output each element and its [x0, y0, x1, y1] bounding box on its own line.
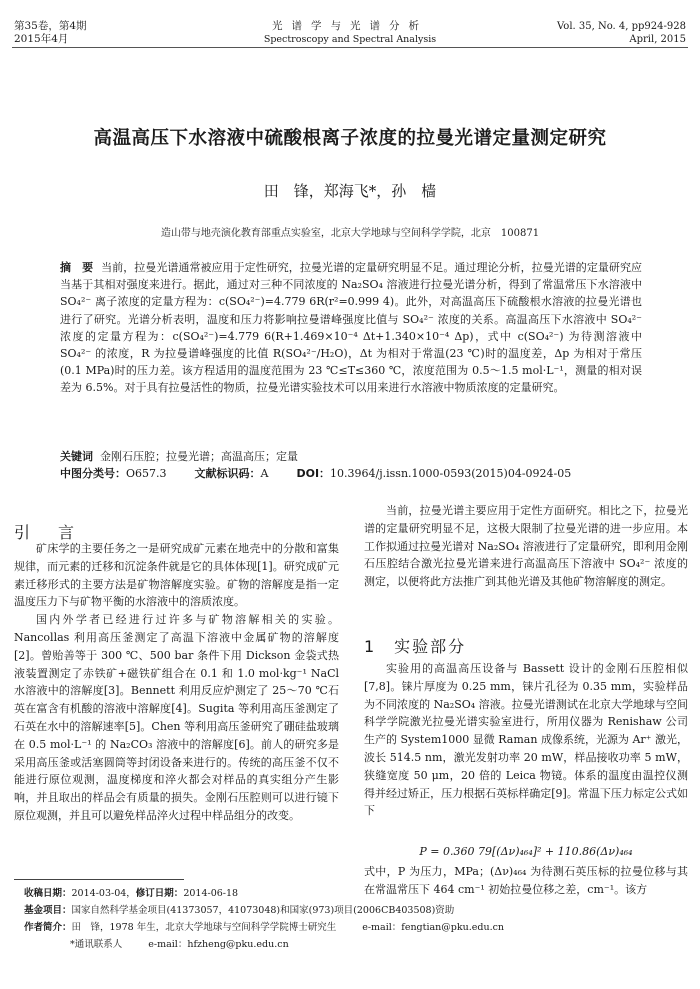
corresponding-email[interactable]: e-mail：hfzheng@pku.edu.cn — [148, 939, 289, 950]
received-date: 2014-03-04， — [71, 888, 136, 899]
date-en: April, 2015 — [629, 34, 686, 45]
experiment-paragraph: 实验用的高温高压设备与 Bassett 设计的金刚石压腔相似[7,8]。铼片厚度为 0.25 mm，铼片孔径为 0.35 mm，实验样品为不同浓度的 Na₂SO₄ 溶液。拉曼光谱测试在北京大学地球与空间科学学院激光拉曼光谱实验室进行，所用仪器为 Renishaw 公司生产的 System1000 显微 Raman 成像系统，光源为 Ar⁺ 激光，波长 514.5 nm，激光发射功率 20 mW，样品接收功率 5 mW，狭缝宽度 50 μm，20 倍的 Leica 物镜。体系的温度由温控仪测得并经过矫正，压力根据石英标样确定[9]。常温下压力标定公式如下 — [364, 662, 688, 818]
right-paragraph-1: 当前，拉曼光谱主要应用于定性方面研究。相比之下，拉曼光谱的定量研究明显不足，这极大限制了拉曼光谱的进一步应用。本工作拟通过拉曼光谱对 Na₂SO₄ 溶液进行了定量研究，即利用金刚石压腔结合激光拉曼光谱来进行高温高压下溶液中 SO₄²⁻ 浓度的测定，以便将此方法推广到其他光谱及其他矿物溶解度的测定。 — [364, 504, 688, 589]
pressure-equation: P = 0.360 79[(Δν)₄₆₄]² + 110.86(Δν)₄₆₄ — [419, 845, 633, 858]
journal-name-zh: 光谱学与光谱分析 — [272, 20, 428, 32]
abstract-text: 当前，拉曼光谱通常被应用于定性研究，拉曼光谱的定量研究明显不足。通过理论分析，拉曼光谱的定量研究应当基于其相对强度来进行。据此，通过对三种不同浓度的 Na₂SO₄ 溶液进行拉曼光谱分析，得到了常温常压下水溶液中 SO₄²⁻ 离子浓度的定量方程为：c(SO₄²⁻)=4.779 6R(r²=0.999 4)。此外，对高温高压下硫酸根水溶液的拉曼光谱也进行了研究。光谱分析表明，温度和压力将影响拉曼谱峰强度比值与 SO₄²⁻ 浓度的关系。高温高压下水溶液中 SO₄²⁻ 浓度的定量方程为：c(SO₄²⁻)=4.779 6(R+1.469×10⁻⁴ Δt+1.340×10⁻⁴ Δp)，式中 c(SO₄²⁻) 为待测溶液中 SO₄²⁻ 的浓度，R 为拉曼谱峰强度的比值 R(SO₄²⁻/H₂O)，Δt 为相对于常温(23 ℃)时的温度差，Δp 为相对于常压(0.1 MPa)时的压力差。该方程适用的温度范围为 23 ℃≤T≤360 ℃，浓度范围为 0.5～1.5 mol·L⁻¹，测量的相对误差为 6.5%。对于具有拉曼活性的物质，拉曼光谱实验技术可以用来进行水溶液中物质浓度的定量研究。 — [60, 261, 643, 395]
volume-issue: 第35卷，第4期 — [14, 20, 87, 32]
header-divider — [12, 47, 688, 48]
left-column — [14, 540, 339, 825]
intro-paragraph-1: 矿床学的主要任务之一是研究成矿元素在地壳中的分散和富集规律，而元素的迁移和沉淀条件就是它的具体体现[1]。研究成矿元素迁移形式的主要方法是矿物溶解度实验。矿物的溶解度是指一定温度压力下与矿物平衡的水溶液中的溶质浓度。 — [14, 542, 339, 609]
volume-pages: Vol. 35, No. 4, pp924-928 — [557, 21, 686, 32]
paper-title: 高温高压下水溶液中硫酸根离子浓度的拉曼光谱定量测定研究 — [93, 128, 607, 149]
classification — [60, 465, 642, 482]
keywords — [60, 448, 642, 465]
doi-label: DOI： — [296, 467, 331, 480]
received-label: 收稿日期： — [24, 888, 72, 899]
footnote-divider — [14, 879, 184, 880]
clc-label: 中图分类号： — [60, 467, 126, 480]
doc-code-value: A — [260, 467, 269, 480]
section-heading-experiment: 1 实验部分 — [364, 637, 467, 656]
right-column — [364, 502, 688, 591]
footnote-dates — [24, 886, 354, 901]
footnote-corresponding — [70, 937, 700, 952]
corresponding-label: *通讯联系人 — [70, 939, 123, 950]
journal-issue-en — [557, 20, 686, 46]
abstract — [60, 259, 642, 397]
bio-text: 田 锋，1978 年生，北京大学地球与空间科学学院博士研究生 — [71, 922, 337, 933]
revised-label: 修订日期： — [135, 888, 184, 899]
footnote-bio — [24, 920, 688, 935]
experiment-body — [364, 660, 688, 820]
keywords-label: 关键词 — [60, 450, 93, 463]
keywords-text: 金刚石压腔；拉曼光谱；高温高压；定量 — [100, 450, 298, 463]
authors: 田 锋，郑海飞*，孙 樯 — [263, 182, 437, 200]
clc-value: O657.3 — [126, 467, 167, 480]
fund-label: 基金项目： — [24, 905, 72, 916]
equation-explanation — [364, 863, 688, 899]
doc-code-label: 文献标识码： — [194, 467, 261, 480]
abstract-label: 摘 要 — [60, 261, 94, 274]
bio-email[interactable]: e-mail：fengtian@pku.edu.cn — [362, 922, 505, 933]
bio-label: 作者简介： — [24, 922, 72, 933]
section-heading-intro: 引 言 — [14, 523, 81, 542]
affiliation: 造山带与地壳演化教育部重点实验室，北京大学地球与空间科学学院，北京 100871 — [160, 228, 540, 239]
journal-name-en: Spectroscopy and Spectral Analysis — [263, 34, 437, 45]
fund-text: 国家自然科学基金项目(41373057，41073048)和国家(973)项目(2006CB403508)资助 — [71, 905, 455, 916]
footnote-fund — [24, 903, 688, 918]
doi-value[interactable]: 10.3964/j.issn.1000-0593(2015)04-0924-05 — [330, 467, 572, 480]
equation-text: 式中，P 为压力，MPa；(Δν)₄₆₄ 为待测石英压标的拉曼位移与其在常温常压下 464 cm⁻¹ 初始拉曼位移之差，cm⁻¹。该方 — [364, 865, 688, 896]
year-month: 2015年4月 — [14, 33, 69, 45]
revised-date: 2014-06-18 — [183, 888, 239, 899]
intro-paragraph-2: 国内外学者已经进行过许多与矿物溶解相关的实验。Nancollas 利用高压釜测定了高温下溶液中金属矿物的溶解度[2]。曾贻善等于 300 ℃、500 bar 条件下用 Dickson 金袋式热液装置测定了赤铁矿+磁铁矿组合在 0.1 和 1.0 mol·kg⁻¹ NaCl 水溶液中的溶解度[3]。Bennett 利用反应炉测定了 25～70 ℃石英在富含有机酸的溶液中溶解度[4]。Sugita 等利用高压釜测定了石英在水中的溶解速率[5]。Chen 等利用高压釜研究了硼硅盐玻璃在 0.5 mol·L⁻¹ 的 Na₂CO₃ 溶液中的溶解度[6]。前人的研究多是采用高压釜或活塞圆筒等封闭设备来进行的。传统的高压釜不仅不能进行原位观测，温度梯度和淬火都会对样品的真实组分产生影响，并且取出的样品会有质量的损失。金刚石压腔则可以进行镜下原位观测，并且可以避免样品淬火过程中样品组分的改变。 — [14, 613, 339, 822]
